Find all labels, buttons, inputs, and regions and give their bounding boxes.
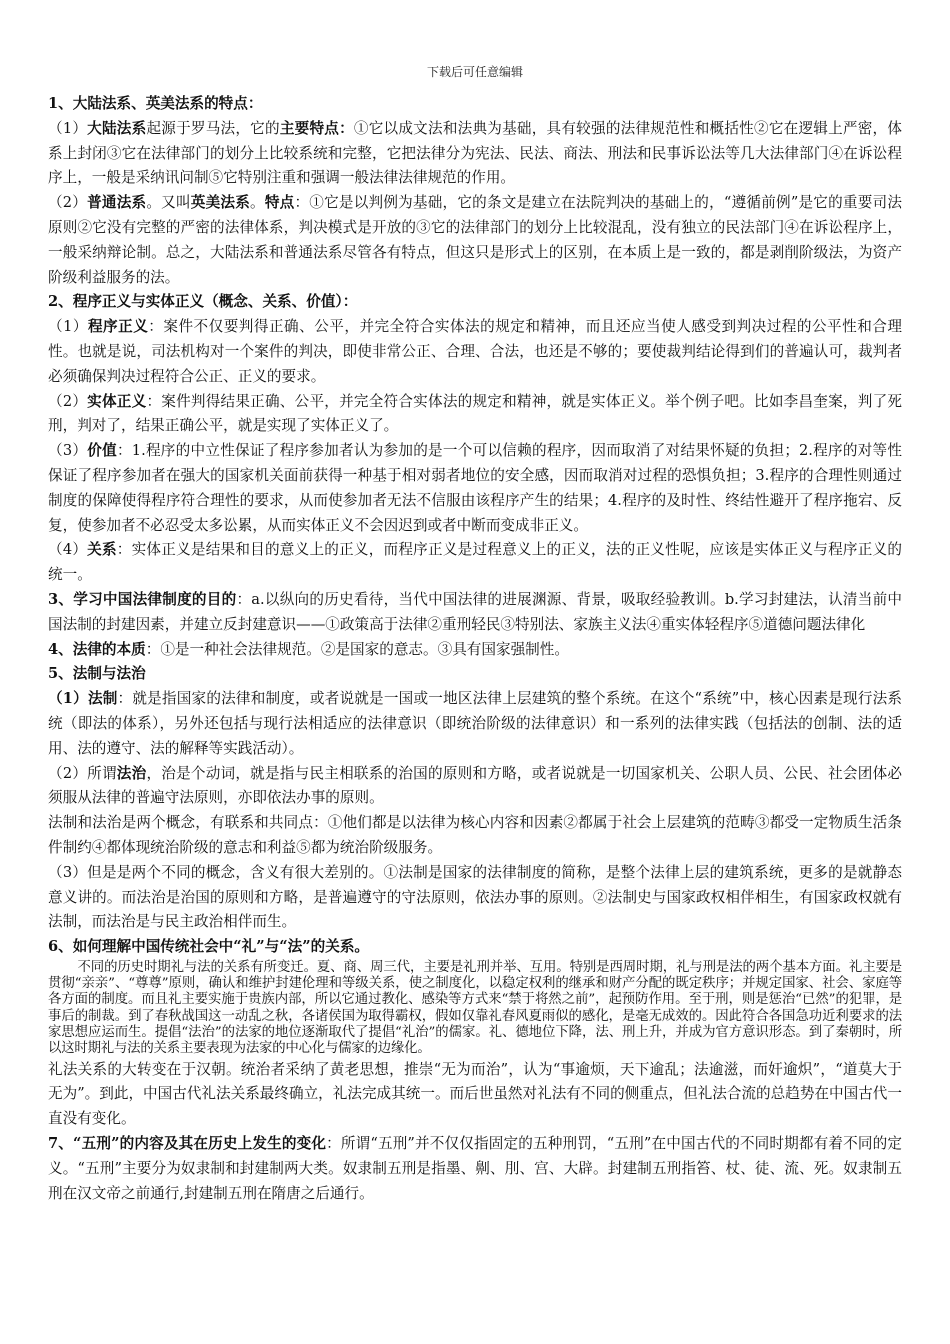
term-relation: 关系 <box>87 541 117 559</box>
section-5-paragraph-2 <box>48 762 902 812</box>
paragraph-prefix: （3） <box>48 442 88 460</box>
section-2-paragraph-3 <box>48 439 902 538</box>
term-civil-law: 大陆法系 <box>87 119 147 137</box>
paragraph-text: 起源于罗马法，它的 <box>146 119 280 137</box>
paragraph-text: ①它以成文法和法典为基础，具有较强的法律规范性和概括性②它在逻辑上严密，体系上封闭③它在法律部门的划分上比较系统和完整，它把法律分为宪法、民法、商法、刑法和民事诉讼法等几大法律部门④在诉讼程序上，一般是采纳讯问制⑤它特别注重和强调一般法律法律规范的作用。 <box>48 119 902 187</box>
paragraph-text: ，治是个动词，就是指与民主相联系的治国的原则和方略，或者说就是一切国家机关、公职人员、公民、社会团体必须服从法律的普遍守法原则，亦即依法办事的原则。 <box>48 764 902 807</box>
paragraph-text: ：1.程序的中立性保证了程序参加者认为参加的是一个可以信赖的程序，因而取消了对结果怀疑的负担；2.程序的对等性保证了程序参加者在强大的国家机关面前获得一种基于相对弱者地位的安全感，因而取消对过程的恐惧负担；3.程序的合理性则通过制度的保障使得程序符合理性的要求，从而使参加者无法不信服由该程序产生的结果；4.程序的及时性、终结性避开了程序拖宕、反复，使参加者不必忍受太多讼累，从而实体正义不会因迟到或者中断而变成非正义。 <box>48 442 902 534</box>
page-header: 下载后可任意编辑 <box>426 65 523 79</box>
paragraph-text: ：实体正义是结果和目的意义上的正义，而程序正义是过程意义上的正义，法的正义性呢，应该是实体正义与程序正义的统一。 <box>48 541 902 584</box>
paragraph-prefix: （2） <box>48 194 88 212</box>
paragraph-prefix: （1） <box>48 318 88 336</box>
section-7-title: 7、“五刑”的内容及其在历史上发生的变化 <box>48 1135 327 1153</box>
section-1-paragraph-2 <box>48 191 902 290</box>
section-6-paragraph-2: 礼法关系的大转变在于汉朝。统治者采纳了黄老思想，推崇“无为而治”，认为“事逾烦，天下逾乱；法逾滋，而奸逾炽”，“道莫大于无为”。到此，中国古代礼法关系最终确立，礼法完成其统一。而后世虽然对礼法有不同的侧重点，但礼法合流的总趋势在中国古代一直没有变化。 <box>48 1060 902 1128</box>
section-3-paragraph <box>48 588 902 638</box>
section-4-paragraph <box>48 638 902 663</box>
section-2-title: 2、程序正义与实体正义（概念、关系、价值）： <box>48 293 358 311</box>
paragraph-prefix: （4） <box>48 541 88 559</box>
document-body <box>48 92 902 1206</box>
paragraph-prefix: （1） <box>48 119 88 137</box>
section-5-title: 5、法制与法治 <box>48 665 146 683</box>
term-common-law: 普通法系 <box>87 194 147 212</box>
section-2-paragraph-2 <box>48 390 902 440</box>
paragraph-text: 。又叫 <box>146 194 191 212</box>
section-2-paragraph-1 <box>48 315 902 389</box>
paragraph-text: ：就是指国家的法律和制度，或者说就是一国或一地区法律上层建筑的整个系统。在这个“系统”中，核心因素是现行法系统（即法的体系），另外还包括与现行法相适应的法律意识（即统治阶级的法律意识）和一系列的法律实践（包括法的创制、法的适用、法的遵守、法的解释等实践活动）。 <box>48 690 902 757</box>
paragraph-text: ：所谓“五刑”并不仅仅指固定的五种刑罚，“五刑”在中国古代的不同时期都有着不同的定义。“五刑”主要分为奴隶制和封建制两大类。奴隶制五刑是指墨、劓、刖、宫、大辟。封建制五刑指笞、杖、徒、流、死。奴隶制五刑在汉文帝之前通行,封建制五刑在隋唐之后通行。 <box>48 1135 902 1202</box>
section-5-paragraph-1 <box>48 687 902 761</box>
term-anglo-american-law: 英美法系 <box>190 194 251 212</box>
term-rule-of-law: 法治 <box>116 764 147 782</box>
section-1-title: 1、大陆法系、英美法系的特点： <box>48 95 263 112</box>
term-procedural-justice: 程序正义 <box>87 318 149 336</box>
term-legal-system: （1）法制 <box>48 690 118 708</box>
term-value: 价值 <box>87 442 117 460</box>
section-6-title: 6、如何理解中国传统社会中“礼”与“法”的关系。 <box>48 938 370 956</box>
section-5-paragraph-4: （3）但是是两个不同的概念，含义有很大差别的。①法制是国家的法律制度的简称，是整个法律上层的建筑系统，更多的是就静态意义讲的。而法治是治国的原则和方略，是普遍遵守的守法原则，依法办事的原则。②法制史与国家政权相伴相生，有国家政权就有法制，而法治是与民主政治相伴而生。 <box>48 863 902 931</box>
paragraph-prefix: （2）所谓 <box>48 764 117 782</box>
section-7-paragraph <box>48 1132 902 1206</box>
paragraph-text: ：案件不仅要判得正确、公平，并完全符合实体法的规定和精神，而且还应当使人感受到判决过程的公平性和合理性。也就是说，司法机构对一个案件的判决，即使非常公正、合理、合法，也还是不够的；要使裁判结论得到们的普遍认可，裁判者必须确保判决过程符合公正、正义的要求。 <box>48 318 902 385</box>
paragraph-text: ：a.以纵向的历史看待，当代中国法律的进展渊源、背景，吸取经验教训。b.学习封建法，认清当前中国法制的封建因素，并建立反封建意识——①政策高于法律②重刑轻民③特别法、家族主义法④重实体轻程序⑤道德问题法律化 <box>48 590 903 633</box>
paragraph-text: ：案件判得结果正确、公平，并完全符合实体法的规定和精神，就是实体正义。举个例子吧。比如李昌奎案，判了死刑，判对了，结果正确公平，就是实现了实体正义了。 <box>48 392 902 435</box>
term-main-features: 主要特点： <box>279 119 354 137</box>
section-5-paragraph-3: 法制和法治是两个概念，有联系和共同点：①他们都是以法律为核心内容和因素②都属于社会上层建筑的范畴③都受一定物质生活条件制约④都体现统治阶级的意志和利益⑤都为统治阶级服务。 <box>48 814 902 856</box>
term-substantive-justice: 实体正义 <box>87 392 147 410</box>
section-4-title: 4、法律的本质 <box>48 640 146 658</box>
section-6-paragraph-1: 不同的历史时期礼与法的关系有所变迁。夏、商、周三代，主要是礼刑并举、互用。特别是西周时期，礼与刑是法的两个基本方面。礼主要是贯彻“亲亲”、“尊尊”原则，确认和维护封建伦理和等级关系，使之制度化，以稳定权利的继承和财产分配的既定秩序；并规定国家、社会、家庭等各方面的制度。而且礼主要实施于贵族内部，所以它通过教化、感染等方式来“禁于将然之前”，起预防作用。至于刑，则是惩治“已然”的犯罪，是事后的制裁。到了春秋战国这一动乱之秋，各诸侯国为取得霸权，假如仅靠礼春风夏雨似的感化，是毫无成效的。因此符合各国急功近利要求的法家思想应运而生。提倡“法治”的法家的地位逐渐取代了提倡“礼治”的儒家。礼、德地位下降，法、刑上升，并成为官方意识形态。到了秦朝时，所以这时期礼与法的关系主要表现为法家的中心化与儒家的边缘化。 <box>48 959 902 1057</box>
section-2-paragraph-4 <box>48 538 902 588</box>
section-3-title: 3、学习中国法律制度的目的 <box>48 590 237 608</box>
paragraph-text: ：①它是以判例为基础，它的条文是建立在法院判决的基础上的，“遵循前例”是它的重要司法原则②它没有完整的严密的法律体系，判决模式是开放的③它的法律部门的划分上比较混乱，没有独立的民法部门④在诉讼程序上，一般采纳辩论制。总之，大陆法系和普通法系尽管各有特点，但这只是形式上的区别，在本质上是一致的，都是剥削阶级法，为资产阶级利益服务的法。 <box>48 194 902 286</box>
term-features: 特点 <box>264 194 295 212</box>
paragraph-text: 。 <box>250 194 265 212</box>
section-1-paragraph-1 <box>48 117 902 191</box>
paragraph-text: ：①是一种社会法律规范。②是国家的意志。③具有国家强制性。 <box>145 640 569 658</box>
paragraph-prefix: （2） <box>48 392 88 410</box>
